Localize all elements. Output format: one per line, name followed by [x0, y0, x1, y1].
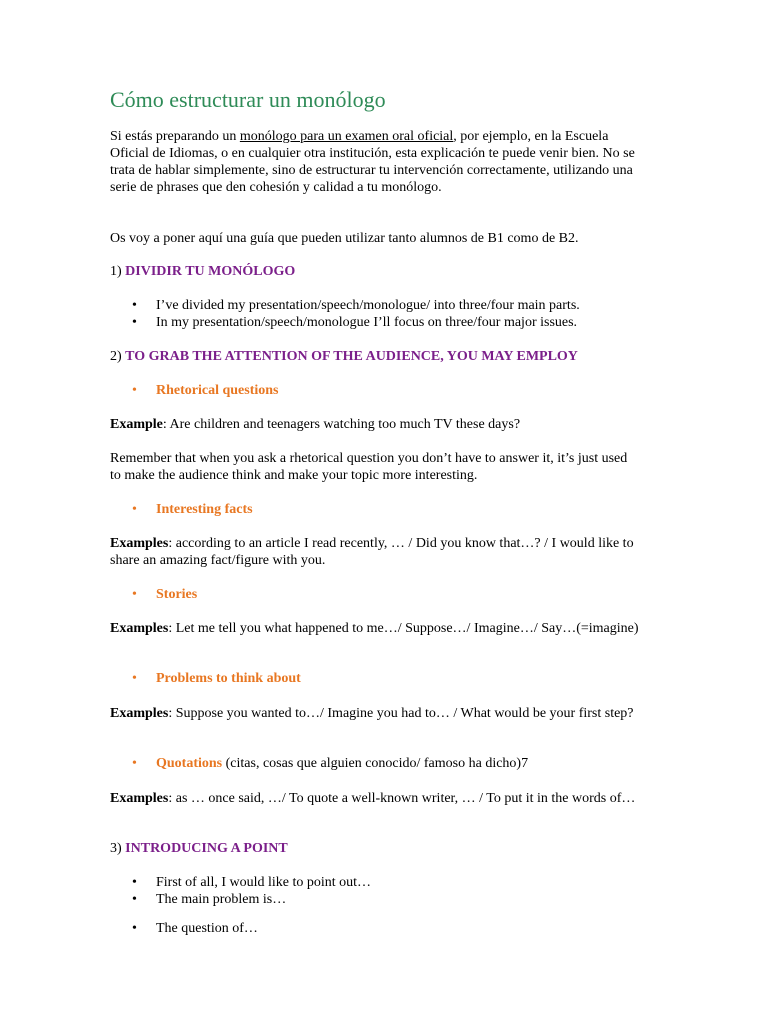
- list-item: [110, 920, 258, 937]
- example-text: : Are children and teenagers watching too much TV these days?: [162, 417, 521, 432]
- section-1-list: [110, 297, 580, 331]
- section-2-title: TO GRAB THE ATTENTION OF THE AUDIENCE, YOU MAY EMPLOY: [125, 349, 578, 364]
- section-2-number: 2): [110, 349, 126, 364]
- bullet-icon: •: [132, 315, 137, 330]
- intro-text-start: Si estás preparando un: [110, 129, 240, 144]
- example-rhetorical-questions: [110, 416, 640, 433]
- list-item: [110, 874, 371, 891]
- bullet-icon: •: [132, 892, 137, 907]
- bullet-icon: •: [132, 587, 137, 602]
- example-quotations: [110, 790, 640, 807]
- technique-quotations: [110, 755, 528, 772]
- technique-rhetorical-questions: [110, 382, 279, 399]
- bullet-icon: •: [132, 383, 137, 398]
- list-item: [110, 297, 580, 314]
- list-item-text: The question of…: [156, 921, 258, 936]
- list-item-text: First of all, I would like to point out…: [156, 875, 372, 890]
- technique-label: Interesting facts: [156, 502, 253, 517]
- exam-link[interactable]: monólogo para un examen oral oficial: [239, 129, 454, 144]
- section-3-heading: [110, 840, 288, 857]
- section-3-title: INTRODUCING A POINT: [125, 841, 288, 856]
- technique-note: (citas, cosas que alguien conocido/ famoso ha dicho)7: [222, 756, 529, 771]
- guide-paragraph: Os voy a poner aquí una guía que pueden utilizar tanto alumnos de B1 como de B2.: [110, 231, 579, 246]
- example-label: Examples: [110, 621, 169, 636]
- bullet-icon: •: [132, 921, 137, 936]
- list-item-text: The main problem is…: [156, 892, 287, 907]
- list-item: [110, 891, 371, 908]
- bullet-icon: •: [132, 756, 137, 771]
- section-2-heading: [110, 348, 578, 365]
- example-interesting-facts: [110, 535, 640, 569]
- example-stories: [110, 620, 640, 637]
- example-text: : as … once said, …/ To quote a well-known writer, … / To put it in the words of…: [168, 791, 636, 806]
- example-problems: [110, 705, 640, 722]
- section-1-heading: [110, 263, 295, 280]
- intro-text-rest: , por ejemplo, en la Escuela Oficial de Idiomas, o en cualquier otra institución, esta explicación te puede venir bien. No se trata de hablar simplemente, sino de estructurar tu intervención correctamente, utilizando una serie de phrases que den cohesión y calidad a tu monólogo.: [110, 129, 635, 195]
- example-label: Examples: [110, 791, 169, 806]
- page-title: Cómo estructurar un monólogo: [110, 87, 386, 112]
- example-label: Example: [110, 417, 163, 432]
- section-1-number: 1): [110, 264, 126, 279]
- example-label: Examples: [110, 706, 169, 721]
- section-1-title: DIVIDIR TU MONÓLOGO: [125, 264, 296, 279]
- section-3-list-continued: [110, 920, 258, 937]
- intro-paragraph: [110, 128, 640, 196]
- bullet-icon: •: [132, 671, 137, 686]
- technique-label: Stories: [156, 587, 198, 602]
- list-item: [110, 314, 580, 331]
- technique-label: Problems to think about: [156, 671, 301, 686]
- example-text: : according to an article I read recently, … / Did you know that…? / I would like to share an amazing fact/figure with you.: [110, 536, 634, 568]
- example-text: : Let me tell you what happened to me…/ Suppose…/ Imagine…/ Say…(=imagine): [168, 621, 639, 636]
- list-item-text: In my presentation/speech/monologue I’ll focus on three/four major issues.: [156, 315, 578, 330]
- example-text: : Suppose you wanted to…/ Imagine you had to… / What would be your first step?: [168, 706, 634, 721]
- rhetorical-note: Remember that when you ask a rhetorical question you don’t have to answer it, it’s just used to make the audience think and make your topic more interesting.: [110, 451, 628, 483]
- technique-label: Rhetorical questions: [156, 383, 279, 398]
- technique-stories: [110, 586, 197, 603]
- example-label: Examples: [110, 536, 169, 551]
- technique-interesting-facts: [110, 501, 253, 518]
- bullet-icon: •: [132, 298, 137, 313]
- technique-problems: [110, 670, 301, 687]
- technique-label: Quotations: [156, 756, 223, 771]
- bullet-icon: •: [132, 875, 137, 890]
- section-3-number: 3): [110, 841, 126, 856]
- list-item-text: I’ve divided my presentation/speech/monologue/ into three/four main parts.: [156, 298, 580, 313]
- section-3-list: [110, 874, 371, 908]
- bullet-icon: •: [132, 502, 137, 517]
